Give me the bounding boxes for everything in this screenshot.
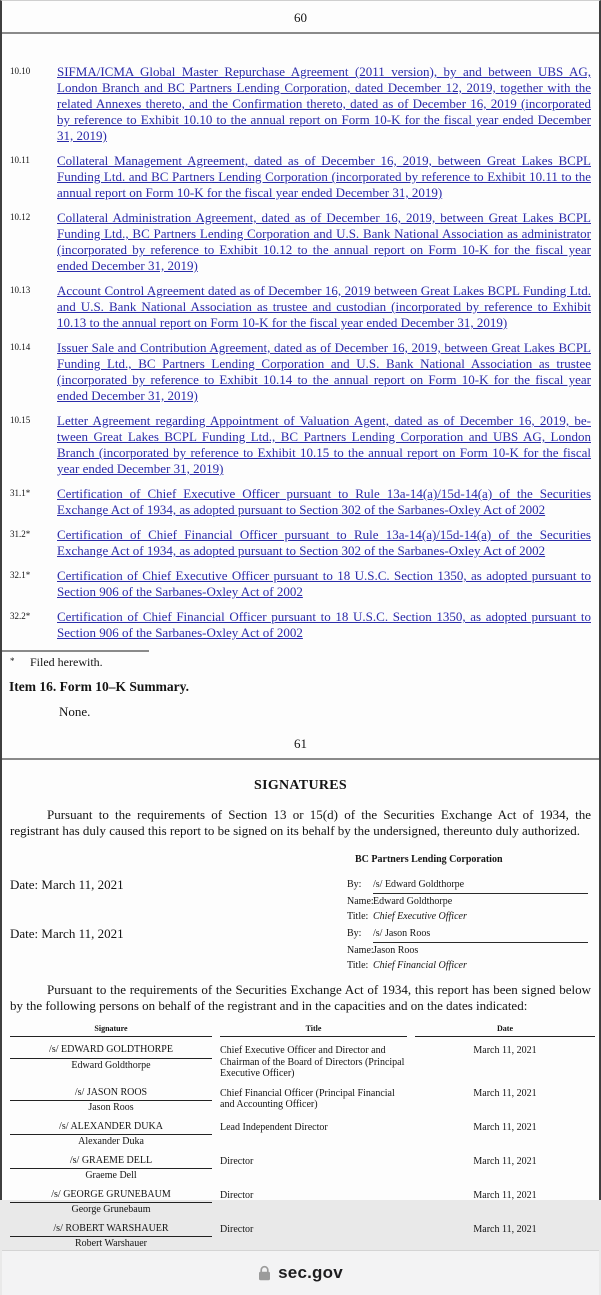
date-label: Date: March 11, 2021 xyxy=(10,926,124,941)
exhibit-number: 32.2* xyxy=(10,611,31,621)
exhibit-number: 32.1* xyxy=(10,570,31,580)
exhibit-item xyxy=(10,486,591,518)
printed-name: George Grunebaum xyxy=(71,1204,151,1215)
page-60 xyxy=(2,1,599,720)
exhibit-item xyxy=(10,527,591,559)
exhibit-link[interactable]: Certification of Chief Executive Officer pursuant to 18 U.S.C. Section 1350, as adopted pursuant to Section 906 of the Sarbanes-Oxley Act of 2002 xyxy=(57,568,591,599)
document-view xyxy=(2,1,599,1250)
title-cell: Director xyxy=(220,1189,254,1201)
exhibit-item xyxy=(10,413,591,477)
by-label: By: xyxy=(347,879,362,890)
company-name: BC Partners Lending Corporation xyxy=(355,854,503,865)
signature-text: /s/ GEORGE GRUNEBAUM xyxy=(10,1186,212,1204)
printed-name: Alexander Duka xyxy=(78,1136,144,1147)
signature-text: /s/ ALEXANDER DUKA xyxy=(10,1118,212,1136)
printed-name: Jason Roos xyxy=(88,1102,134,1113)
table-header-row xyxy=(10,1024,595,1037)
exhibit-link[interactable]: Letter Agreement regarding Appointment of Valuation Agent, dated as of December 16, 2019, be-tween Great Lakes BCPL Funding Ltd., BC Partners Lending Corporation and UBS AG, London Branch (incorporated by reference to Exhibit 10.15 to the annual report on Form 10-K for the fiscal year ended December 31, 2019) xyxy=(57,413,591,476)
date-label: Date: March 11, 2021 xyxy=(10,877,124,892)
table-row xyxy=(10,1220,595,1250)
signature-cell xyxy=(10,1118,212,1148)
by-row xyxy=(347,926,588,943)
exhibit-number: 10.15 xyxy=(10,415,31,425)
officer-fields xyxy=(347,926,588,973)
title-cell: Director xyxy=(220,1155,254,1167)
exhibit-number: 10.14 xyxy=(10,342,31,352)
exhibit-link[interactable]: Issuer Sale and Contribution Agreement, dated as of December 16, 2019, between Great Lakes BCPL Funding Ltd., BC Partners Lending Corporation and U.S. Bank National Association as trustee (incorporated by reference to Exhibit 10.14 to the annual report on Form 10-K for the fiscal year ended December 31, 2019) xyxy=(57,340,591,403)
column-header-title: Title xyxy=(220,1024,407,1037)
title-cell: Chief Executive Officer and Director and Chairman of the Board of Directors (Principal Executive Officer) xyxy=(220,1045,405,1079)
signatures-heading: SIGNATURES xyxy=(254,778,347,793)
page-top-rule xyxy=(2,758,599,760)
exhibit-item xyxy=(10,64,591,144)
exhibit-link[interactable]: Certification of Chief Financial Officer pursuant to 18 U.S.C. Section 1350, as adopted pursuant to Section 906 of the Sarbanes-Oxley Act of 2002 xyxy=(57,609,591,640)
page-number-61: 61 xyxy=(294,736,307,751)
name-label: Name: xyxy=(347,945,374,956)
exhibit-item xyxy=(10,609,591,641)
exhibit-number: 31.1* xyxy=(10,488,31,498)
printed-name: Graeme Dell xyxy=(85,1170,137,1181)
signature-text: /s/ ROBERT WARSHAUER xyxy=(10,1220,212,1238)
column-header-signature: Signature xyxy=(10,1024,212,1037)
exhibit-link[interactable]: Certification of Chief Executive Officer pursuant to Rule 13a-14(a)/15d-14(a) of the Securities Exchange Act of 1934, as adopted pursuant to Section 302 of the Sarbanes-Oxley Act of 2002 xyxy=(57,486,591,517)
name-row xyxy=(347,894,588,909)
table-row xyxy=(10,1084,595,1114)
signature-table xyxy=(10,1024,595,1250)
officer-fields xyxy=(347,877,588,924)
signature-cell xyxy=(10,1220,212,1250)
signature-cell xyxy=(10,1152,212,1182)
site-label: sec.gov xyxy=(278,1262,343,1282)
exhibit-number: 10.11 xyxy=(10,155,30,165)
by-label: By: xyxy=(347,928,362,939)
exhibit-item xyxy=(10,340,591,404)
page-61 xyxy=(2,720,599,1250)
exhibit-item xyxy=(10,283,591,331)
date-cell: March 11, 2021 xyxy=(473,1045,537,1056)
exhibit-list xyxy=(2,64,599,641)
date-cell: March 11, 2021 xyxy=(473,1155,537,1167)
signature-text: /s/ EDWARD GOLDTHORPE xyxy=(10,1041,212,1059)
exhibit-number: 10.13 xyxy=(10,285,31,295)
exhibit-link[interactable]: Collateral Management Agreement, dated as of December 16, 2019, between Great Lakes BCPL Funding Ltd. and BC Partners Lending Corporation (incorporated by reference to Exhibit 10.11 to the annual report on Form 10-K for the fiscal year ended December 31, 2019) xyxy=(57,153,591,200)
signature-value: /s/ Jason Roos xyxy=(373,926,588,943)
title-value: Chief Financial Officer xyxy=(373,960,467,971)
signature-text: /s/ GRAEME DELL xyxy=(10,1152,212,1170)
footnote-symbol: * xyxy=(10,656,15,666)
by-row xyxy=(347,877,588,894)
exhibit-link[interactable]: SIFMA/ICMA Global Master Repurchase Agreement (2011 version), by and between UBS AG, London Branch and BC Partners Lending Corporation, dated December 12, 2019, together with the related Annexes thereto, and the Confirmation thereto, dated as of December 16, 2019 (incorporated by reference to Exhibit 10.10 to the annual report on Form 10-K for the fiscal year ended December 31, 2019) xyxy=(57,64,591,143)
signature-cell xyxy=(10,1084,212,1114)
column-header-date: Date xyxy=(415,1024,595,1037)
exhibit-number: 10.10 xyxy=(10,66,31,76)
exhibit-number: 10.12 xyxy=(10,212,31,222)
exhibit-link[interactable]: Collateral Administration Agreement, dated as of December 16, 2019, between Great Lakes BCPL Funding Ltd., BC Partners Lending Corporation and U.S. Bank National Association as administrator (incorporated by reference to Exhibit 10.12 to the annual report on Form 10-K for the fiscal year ended December 31, 2019) xyxy=(57,210,591,273)
page-number-60: 60 xyxy=(294,10,307,25)
title-row xyxy=(347,909,588,924)
signature-text: /s/ JASON ROOS xyxy=(10,1084,212,1102)
signature-cell xyxy=(10,1041,212,1080)
title-cell: Chief Financial Officer (Principal Financial and Accounting Officer) xyxy=(220,1087,395,1110)
signature-cell xyxy=(10,1186,212,1216)
officer-signature-block xyxy=(2,877,599,924)
date-cell: March 11, 2021 xyxy=(473,1121,537,1133)
name-value: Jason Roos xyxy=(373,945,419,956)
date-cell: March 11, 2021 xyxy=(473,1223,537,1235)
exhibit-link[interactable]: Account Control Agreement dated as of December 16, 2019 between Great Lakes BCPL Funding Ltd. and U.S. Bank National Association as trustee and custodian (incorporated by reference to Exhibit 10.13 to the annual report on Form 10-K for the fiscal year ended December 31, 2019) xyxy=(57,283,591,330)
footnote xyxy=(2,655,599,670)
exhibit-number: 31.2* xyxy=(10,529,31,539)
item16-heading: Item 16. Form 10–K Summary. xyxy=(9,679,189,694)
table-row xyxy=(10,1041,595,1080)
item16-value: None. xyxy=(59,704,91,719)
title-cell: Lead Independent Director xyxy=(220,1121,328,1133)
table-row xyxy=(10,1118,595,1148)
title-label: Title: xyxy=(347,911,369,922)
date-cell: March 11, 2021 xyxy=(473,1189,537,1201)
name-label: Name: xyxy=(347,896,374,907)
title-label: Title: xyxy=(347,960,369,971)
table-row xyxy=(10,1186,595,1216)
exhibit-link[interactable]: Certification of Chief Financial Officer pursuant to Rule 13a-14(a)/15d-14(a) of the Securities Exchange Act of 1934, as adopted pursuant to Section 302 of the Sarbanes-Oxley Act of 2002 xyxy=(57,527,591,558)
name-value: Edward Goldthorpe xyxy=(373,896,453,907)
lock-icon xyxy=(258,1265,271,1281)
title-value: Chief Executive Officer xyxy=(373,911,467,922)
exhibit-item xyxy=(10,210,591,274)
printed-name: Edward Goldthorpe xyxy=(71,1059,151,1071)
footnote-text: Filed herewith. xyxy=(30,655,103,669)
officer-signature-block xyxy=(2,926,599,973)
exhibit-item xyxy=(10,153,591,201)
date-cell: March 11, 2021 xyxy=(473,1087,537,1099)
page-top-rule xyxy=(2,32,599,34)
footnote-divider xyxy=(2,650,149,652)
table-row xyxy=(10,1152,595,1182)
signature-value: /s/ Edward Goldthorpe xyxy=(373,877,588,894)
name-row xyxy=(347,943,588,958)
title-row xyxy=(347,958,588,973)
signatures-paragraph-2: Pursuant to the requirements of the Securities Exchange Act of 1934, this report has been signed below by the following persons on behalf of the registrant and in the capacities and on the dates indicated: xyxy=(10,982,591,1013)
browser-address-bar[interactable] xyxy=(2,1250,599,1295)
title-cell: Director xyxy=(220,1223,254,1235)
exhibit-item xyxy=(10,568,591,600)
signatures-paragraph-1: Pursuant to the requirements of Section 13 or 15(d) of the Securities Exchange Act of 1934, the registrant has duly caused this report to be signed on its behalf by the undersigned, thereunto duly authorized. xyxy=(10,807,591,838)
printed-name: Robert Warshauer xyxy=(74,1238,148,1249)
